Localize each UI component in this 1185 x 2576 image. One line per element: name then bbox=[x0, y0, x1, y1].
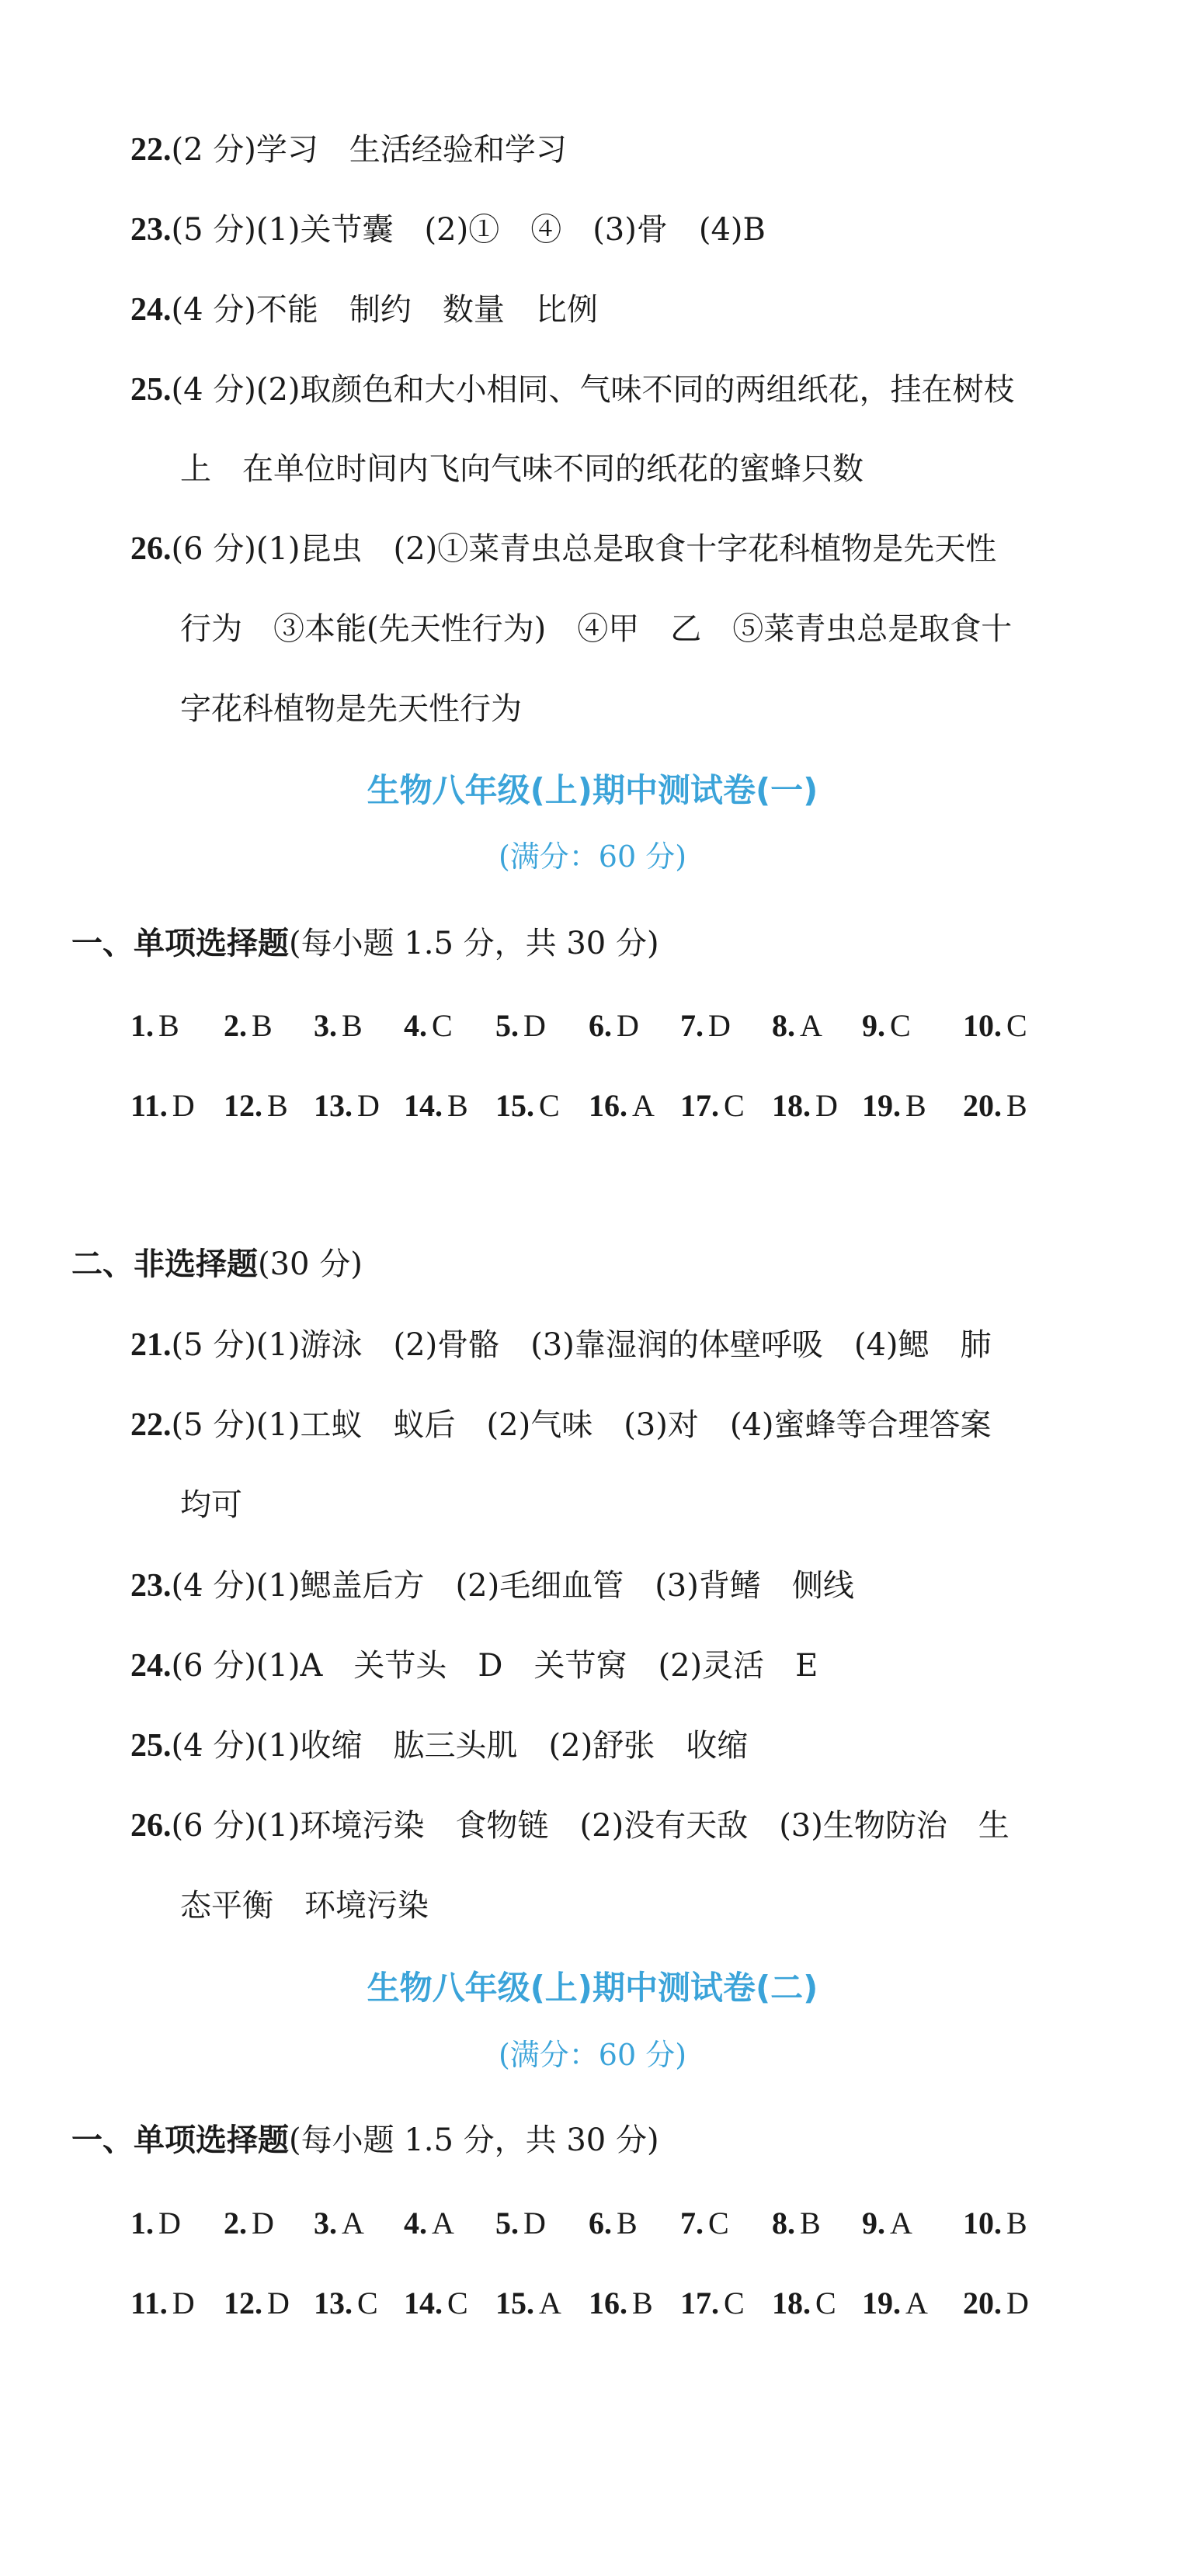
question-number: 1. bbox=[130, 2206, 154, 2241]
test1-answer-2 bbox=[224, 1004, 273, 1048]
answer-letter: D bbox=[172, 2286, 195, 2320]
question-number: 13. bbox=[314, 2286, 353, 2320]
test2-answer-15 bbox=[495, 2282, 561, 2325]
answer-letter: B bbox=[617, 2206, 638, 2241]
answer-text: (4 分)(1)收缩 肱三头肌 (2)舒张 收缩 bbox=[171, 1728, 749, 1764]
section-title: 一、单项选择题 bbox=[71, 2122, 289, 2158]
test2-answer-10 bbox=[963, 2202, 1027, 2245]
question-number: 15. bbox=[495, 1088, 534, 1123]
test1-answer-22-continued: 均可 bbox=[180, 1487, 242, 1523]
test2-answer-1 bbox=[130, 2202, 181, 2245]
question-number: 20. bbox=[963, 1088, 1002, 1123]
answer-text: (2 分)学习 生活经验和学习 bbox=[171, 132, 567, 168]
test1-answer-24 bbox=[130, 1644, 818, 1688]
section-note: (30 分) bbox=[258, 1246, 363, 1282]
question-number: 23. bbox=[130, 1568, 172, 1604]
question-number: 16. bbox=[589, 1088, 627, 1123]
answer-text: (6 分)(1)A 关节头 D 关节窝 (2)灵活 E bbox=[171, 1648, 818, 1684]
question-number: 19. bbox=[862, 2286, 901, 2320]
answer-letter: D bbox=[252, 2206, 274, 2241]
test1-answer-14 bbox=[404, 1084, 468, 1128]
question-number: 24. bbox=[130, 292, 172, 328]
answer-23 bbox=[130, 208, 766, 252]
answer-letter: D bbox=[617, 1008, 639, 1043]
answer-letter: C bbox=[724, 2286, 745, 2320]
test2-answer-8 bbox=[772, 2202, 821, 2245]
question-number: 23. bbox=[130, 212, 172, 248]
question-number: 24. bbox=[130, 1648, 172, 1684]
test1-answer-18 bbox=[772, 1084, 838, 1128]
question-number: 17. bbox=[680, 2286, 719, 2320]
answer-letter: B bbox=[158, 1008, 179, 1043]
question-number: 5. bbox=[495, 2206, 519, 2241]
test1-answer-8 bbox=[772, 1004, 822, 1048]
test1-answer-25 bbox=[130, 1724, 748, 1768]
question-number: 10. bbox=[963, 1008, 1002, 1043]
answer-text: (6 分)(1)昆虫 (2)①菜青虫总是取食十字花科植物是先天性 bbox=[171, 531, 997, 567]
test1-answer-6 bbox=[589, 1004, 639, 1048]
test1-section-1-heading bbox=[71, 922, 659, 965]
question-number: 3. bbox=[314, 2206, 337, 2241]
test1-answer-12 bbox=[224, 1084, 288, 1128]
answer-letter: B bbox=[447, 1088, 468, 1123]
answer-letter: A bbox=[632, 1088, 655, 1123]
answer-letter: C bbox=[708, 2206, 729, 2241]
test2-answer-19 bbox=[862, 2282, 928, 2325]
test2-answer-20 bbox=[963, 2282, 1029, 2325]
test1-answer-7 bbox=[680, 1004, 731, 1048]
answer-text: (4 分)(1)鳃盖后方 (2)毛细血管 (3)背鳍 侧线 bbox=[171, 1568, 854, 1604]
answer-24 bbox=[130, 288, 598, 332]
answer-25-continued: 上 在单位时间内飞向气味不同的纸花的蜜蜂只数 bbox=[180, 451, 864, 487]
test2-answer-5 bbox=[495, 2202, 546, 2245]
question-number: 21. bbox=[130, 1327, 172, 1363]
question-number: 25. bbox=[130, 372, 172, 408]
answer-letter: D bbox=[172, 1088, 195, 1123]
answer-letter: B bbox=[1006, 2206, 1027, 2241]
question-number: 16. bbox=[589, 2286, 627, 2320]
test1-answer-10 bbox=[963, 1004, 1027, 1048]
answer-26-continued-2: 字花科植物是先天性行为 bbox=[180, 691, 522, 727]
question-number: 4. bbox=[404, 1008, 427, 1043]
question-number: 18. bbox=[772, 1088, 811, 1123]
question-number: 8. bbox=[772, 2206, 795, 2241]
question-number: 11. bbox=[130, 2286, 168, 2320]
answer-text: (6 分)(1)环境污染 食物链 (2)没有天敌 (3)生物防治 生 bbox=[171, 1808, 1010, 1844]
question-number: 1. bbox=[130, 1008, 154, 1043]
answer-letter: A bbox=[342, 2206, 364, 2241]
test2-answer-17 bbox=[680, 2282, 745, 2325]
test1-answer-15 bbox=[495, 1084, 560, 1128]
question-number: 9. bbox=[862, 1008, 885, 1043]
question-number: 2. bbox=[224, 1008, 247, 1043]
question-number: 25. bbox=[130, 1728, 172, 1764]
test1-answer-21 bbox=[130, 1323, 992, 1367]
question-number: 26. bbox=[130, 531, 172, 567]
test2-answer-7 bbox=[680, 2202, 729, 2245]
question-number: 12. bbox=[224, 1088, 262, 1123]
answer-letter: B bbox=[1006, 1088, 1027, 1123]
test1-answer-1 bbox=[130, 1004, 179, 1048]
answer-letter: D bbox=[815, 1088, 838, 1123]
question-number: 12. bbox=[224, 2286, 262, 2320]
answer-letter: D bbox=[357, 1088, 380, 1123]
test2-answer-11 bbox=[130, 2282, 195, 2325]
question-number: 3. bbox=[314, 1008, 337, 1043]
question-number: 20. bbox=[963, 2286, 1002, 2320]
question-number: 22. bbox=[130, 132, 172, 168]
question-number: 6. bbox=[589, 2206, 612, 2241]
answer-26-continued-1: 行为 ③本能(先天性行为) ④甲 乙 ⑤菜青虫总是取食十 bbox=[180, 611, 1013, 647]
answer-text: (5 分)(1)游泳 (2)骨骼 (3)靠湿润的体壁呼吸 (4)鳃 肺 bbox=[171, 1327, 992, 1363]
answer-letter: C bbox=[1006, 1008, 1027, 1043]
test1-answer-23 bbox=[130, 1564, 854, 1608]
answer-letter: C bbox=[447, 2286, 468, 2320]
answer-26 bbox=[130, 527, 996, 571]
test2-answer-2 bbox=[224, 2202, 274, 2245]
test1-answer-26-continued: 态平衡 环境污染 bbox=[180, 1888, 429, 1924]
test1-answer-22 bbox=[130, 1403, 992, 1447]
test1-answer-11 bbox=[130, 1084, 195, 1128]
question-number: 13. bbox=[314, 1088, 353, 1123]
answer-letter: C bbox=[890, 1008, 911, 1043]
test2-answer-9 bbox=[862, 2202, 912, 2245]
answer-letter: B bbox=[252, 1008, 273, 1043]
question-number: 2. bbox=[224, 2206, 247, 2241]
test1-answer-4 bbox=[404, 1004, 453, 1048]
answer-letter: A bbox=[432, 2206, 454, 2241]
test2-title: 生物八年级(上)期中测试卷(二) bbox=[367, 1969, 818, 2007]
answer-letter: B bbox=[632, 2286, 653, 2320]
question-number: 22. bbox=[130, 1407, 172, 1443]
section-note: (每小题 1.5 分，共 30 分) bbox=[289, 2122, 659, 2158]
test2-answer-3 bbox=[314, 2202, 364, 2245]
answer-text: (5 分)(1)工蚁 蚁后 (2)气味 (3)对 (4)蜜蜂等合理答案 bbox=[171, 1407, 992, 1443]
answer-letter: D bbox=[1006, 2286, 1029, 2320]
test1-subtitle: (满分：60 分) bbox=[498, 840, 687, 874]
test1-answer-5 bbox=[495, 1004, 546, 1048]
test2-answer-16 bbox=[589, 2282, 653, 2325]
answer-letter: D bbox=[708, 1008, 731, 1043]
question-number: 26. bbox=[130, 1808, 172, 1844]
answer-letter: C bbox=[539, 1088, 560, 1123]
question-number: 15. bbox=[495, 2286, 534, 2320]
answer-letter: C bbox=[815, 2286, 836, 2320]
test1-answer-20 bbox=[963, 1084, 1027, 1128]
test2-answer-4 bbox=[404, 2202, 454, 2245]
answer-22 bbox=[130, 128, 567, 172]
question-number: 14. bbox=[404, 1088, 443, 1123]
answer-letter: D bbox=[158, 2206, 181, 2241]
section-title: 一、单项选择题 bbox=[71, 926, 289, 961]
test1-answer-17 bbox=[680, 1084, 745, 1128]
answer-letter: B bbox=[800, 2206, 821, 2241]
test2-subtitle: (满分：60 分) bbox=[498, 2038, 687, 2072]
answer-letter: A bbox=[890, 2206, 912, 2241]
test1-section-2-heading bbox=[71, 1243, 363, 1286]
test1-answer-16 bbox=[589, 1084, 655, 1128]
answer-letter: A bbox=[905, 2286, 928, 2320]
test2-answer-18 bbox=[772, 2282, 836, 2325]
answer-text: (5 分)(1)关节囊 (2)① ④ (3)骨 (4)B bbox=[171, 212, 766, 248]
answer-letter: D bbox=[523, 1008, 546, 1043]
test2-answer-12 bbox=[224, 2282, 290, 2325]
test1-answer-9 bbox=[862, 1004, 911, 1048]
question-number: 9. bbox=[862, 2206, 885, 2241]
section-title: 二、非选择题 bbox=[71, 1246, 258, 1282]
question-number: 7. bbox=[680, 1008, 704, 1043]
question-number: 10. bbox=[963, 2206, 1002, 2241]
question-number: 5. bbox=[495, 1008, 519, 1043]
test2-answer-14 bbox=[404, 2282, 468, 2325]
answer-letter: C bbox=[357, 2286, 378, 2320]
question-number: 14. bbox=[404, 2286, 443, 2320]
question-number: 4. bbox=[404, 2206, 427, 2241]
test2-section-1-heading bbox=[71, 2119, 659, 2162]
answer-text: (4 分)(2)取颜色和大小相同、气味不同的两组纸花，挂在树枝 bbox=[171, 372, 1015, 408]
test1-answer-13 bbox=[314, 1084, 380, 1128]
question-number: 11. bbox=[130, 1088, 168, 1123]
answer-text: (4 分)不能 制约 数量 比例 bbox=[171, 292, 598, 328]
question-number: 17. bbox=[680, 1088, 719, 1123]
answer-25 bbox=[130, 368, 1015, 412]
answer-letter: A bbox=[539, 2286, 561, 2320]
answer-letter: A bbox=[800, 1008, 822, 1043]
test1-answer-19 bbox=[862, 1084, 926, 1128]
answer-letter: D bbox=[523, 2206, 546, 2241]
test2-answer-6 bbox=[589, 2202, 638, 2245]
test1-answer-26 bbox=[130, 1804, 1010, 1848]
answer-letter: B bbox=[905, 1088, 926, 1123]
test1-title: 生物八年级(上)期中测试卷(一) bbox=[367, 771, 818, 809]
test2-answer-13 bbox=[314, 2282, 378, 2325]
question-number: 7. bbox=[680, 2206, 704, 2241]
answer-letter: B bbox=[342, 1008, 363, 1043]
question-number: 8. bbox=[772, 1008, 795, 1043]
answer-letter: D bbox=[267, 2286, 290, 2320]
question-number: 6. bbox=[589, 1008, 612, 1043]
question-number: 19. bbox=[862, 1088, 901, 1123]
answer-letter: C bbox=[724, 1088, 745, 1123]
answer-letter: B bbox=[267, 1088, 288, 1123]
test1-answer-3 bbox=[314, 1004, 363, 1048]
answer-letter: C bbox=[432, 1008, 453, 1043]
section-note: (每小题 1.5 分，共 30 分) bbox=[289, 926, 659, 961]
question-number: 18. bbox=[772, 2286, 811, 2320]
